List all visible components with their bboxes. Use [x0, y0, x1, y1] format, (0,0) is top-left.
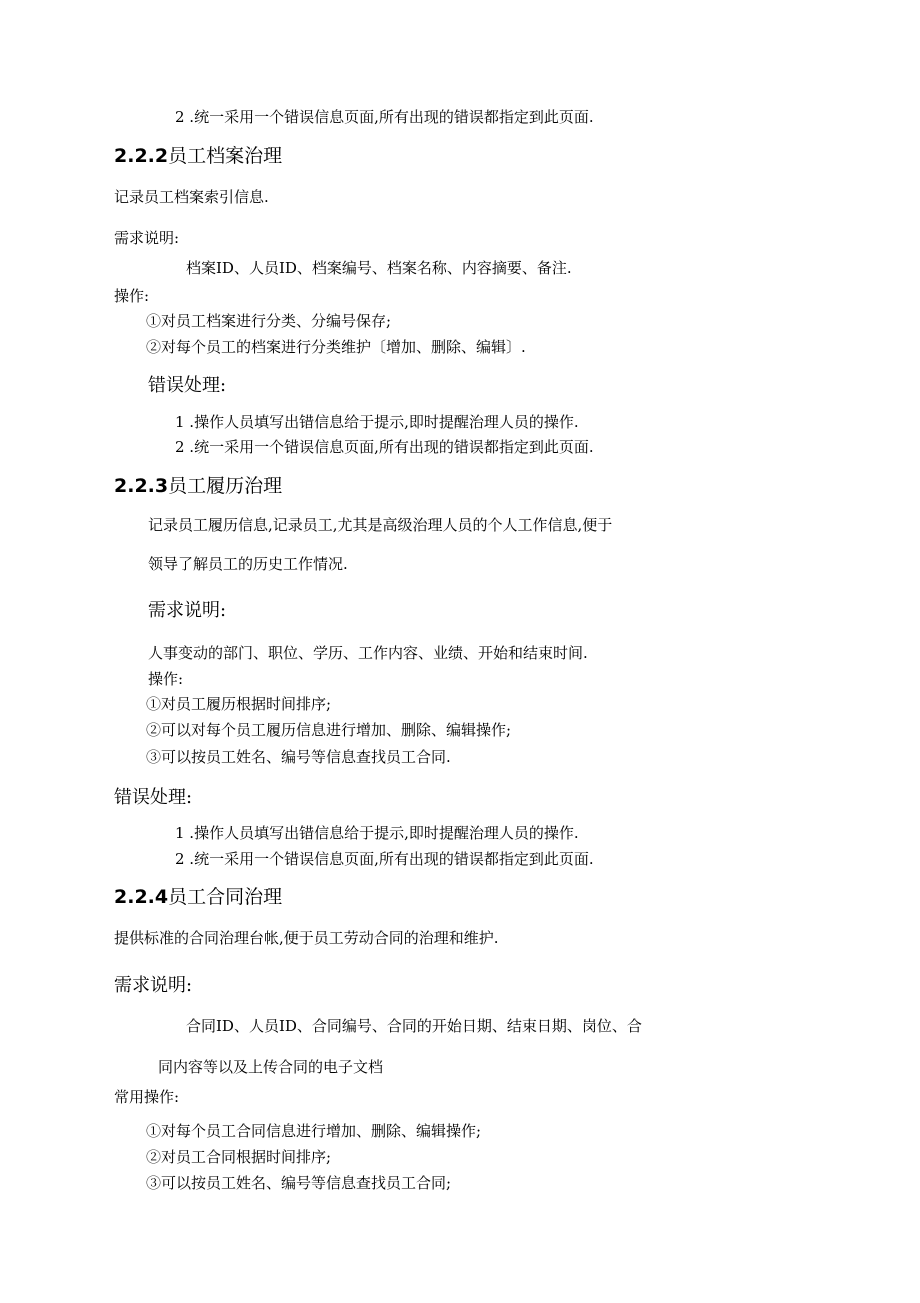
operation-item-1: ①对员工档案进行分类、分编号保存; — [146, 312, 392, 330]
section-description: 记录员工履历信息,记录员工,尤其是高级治理人员的个人工作信息,便于 — [148, 516, 613, 534]
error-handling-label: 错误处理: — [148, 375, 227, 396]
section-heading-2-2-4 — [114, 888, 282, 907]
section-title: 员工履历治理 — [168, 475, 283, 497]
requirements-label: 需求说明: — [114, 229, 180, 247]
common-operations-label: 常用操作: — [114, 1088, 180, 1106]
operation-item-3: ③可以按员工姓名、编号等信息查找员工合同; — [146, 1174, 452, 1192]
requirements-label: 需求说明: — [148, 600, 227, 621]
section-heading-2-2-3 — [114, 477, 282, 496]
error-item-2: 2 .统一采用一个错误信息页面,所有出现的错误都指定到此页面. — [175, 108, 594, 126]
section-number: 2.2.3 — [114, 475, 169, 497]
error-item-2: 2 .统一采用一个错误信息页面,所有出现的错误都指定到此页面. — [175, 438, 594, 456]
section-title: 员工合同治理 — [168, 886, 283, 908]
section-number: 2.2.4 — [114, 886, 169, 908]
requirements-fields-cont: 同内容等以及上传合同的电子文档 — [158, 1058, 384, 1076]
error-item-1: 1 .操作人员填写出错信息给于提示,即时提醒治理人员的操作. — [175, 824, 579, 842]
requirements-fields: 档案ID、人员ID、档案编号、档案名称、内容摘要、备注. — [186, 259, 572, 277]
error-item-2: 2 .统一采用一个错误信息页面,所有出现的错误都指定到此页面. — [175, 850, 594, 868]
section-number: 2.2.2 — [114, 145, 169, 167]
operation-item-3: ③可以按员工姓名、编号等信息查找员工合同. — [146, 748, 451, 766]
operation-item-2: ②对员工合同根据时间排序; — [146, 1148, 332, 1166]
section-description-cont: 领导了解员工的历史工作情况. — [148, 555, 348, 573]
section-heading-2-2-2 — [114, 147, 282, 166]
section-description: 提供标准的合同治理台帐,便于员工劳动合同的治理和维护. — [114, 929, 499, 947]
requirements-fields: 合同ID、人员ID、合同编号、合同的开始日期、结束日期、岗位、合 — [186, 1017, 642, 1035]
section-title: 员工档案治理 — [168, 145, 283, 167]
operation-item-1: ①对每个员工合同信息进行增加、删除、编辑操作; — [146, 1122, 482, 1140]
operation-item-2: ②对每个员工的档案进行分类维护〔增加、删除、编辑〕. — [146, 338, 526, 356]
requirements-fields: 人事变动的部门、职位、学历、工作内容、业绩、开始和结束时间. — [148, 644, 588, 662]
operations-label: 操作: — [148, 670, 184, 688]
operation-item-2: ②可以对每个员工履历信息进行增加、删除、编辑操作; — [146, 721, 512, 739]
operation-item-1: ①对员工履历根据时间排序; — [146, 695, 332, 713]
requirements-label: 需求说明: — [114, 975, 193, 996]
section-description: 记录员工档案索引信息. — [114, 188, 269, 206]
operations-label: 操作: — [114, 287, 150, 305]
error-handling-label: 错误处理: — [114, 787, 193, 808]
error-item-1: 1 .操作人员填写出错信息给于提示,即时提醒治理人员的操作. — [175, 413, 579, 431]
